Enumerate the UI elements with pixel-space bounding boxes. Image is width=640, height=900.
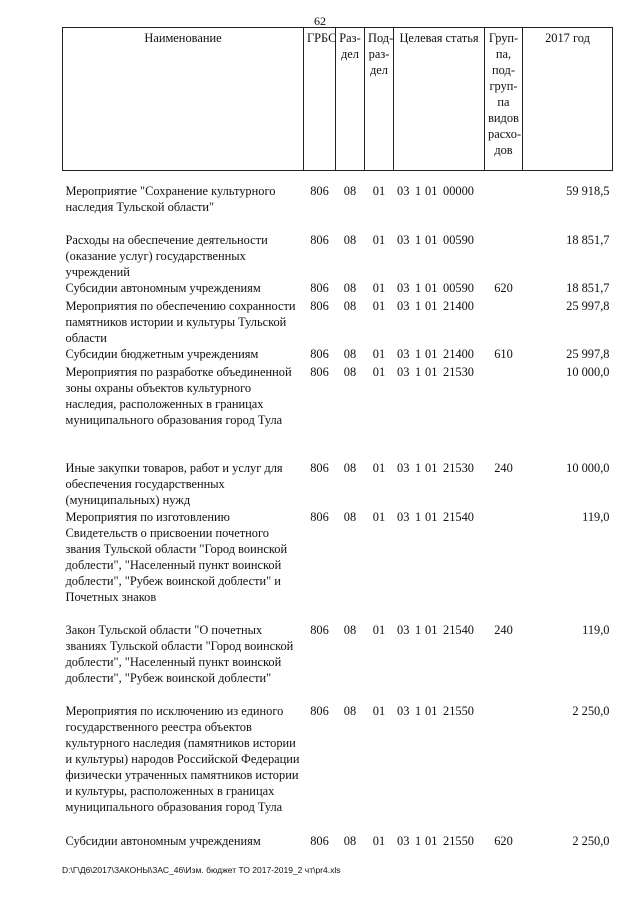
header-year: 2017 год bbox=[523, 28, 613, 171]
row-podrazdel: 01 bbox=[372, 281, 386, 295]
target-code-part: 21530 bbox=[443, 461, 474, 475]
table-row bbox=[63, 346, 613, 364]
table-row bbox=[63, 364, 613, 460]
header-podrazdel: Под- раз- дел bbox=[365, 28, 394, 171]
row-group bbox=[485, 703, 523, 833]
row-amount: 2 250,0 bbox=[572, 704, 610, 718]
row-grbs: 806 bbox=[310, 834, 329, 848]
target-code-part: 01 bbox=[425, 299, 438, 313]
row-razdel: 08 bbox=[343, 510, 357, 524]
row-razdel: 08 bbox=[343, 834, 357, 848]
target-code-part: 1 bbox=[415, 184, 422, 198]
target-code-part: 01 bbox=[425, 510, 438, 524]
target-code-part: 01 bbox=[425, 184, 438, 198]
target-code-part: 21400 bbox=[443, 347, 474, 361]
row-target bbox=[394, 833, 485, 855]
row-target bbox=[394, 346, 485, 364]
target-code-part: 03 bbox=[397, 623, 410, 637]
table-row bbox=[63, 460, 613, 509]
header-name: Наименование bbox=[63, 28, 304, 171]
row-grbs: 806 bbox=[310, 233, 329, 247]
row-grbs: 806 bbox=[310, 623, 329, 637]
target-code-part: 03 bbox=[397, 510, 410, 524]
target-code-part: 1 bbox=[415, 834, 422, 848]
row-amount: 25 997,8 bbox=[566, 347, 610, 361]
target-code-part: 03 bbox=[397, 834, 410, 848]
row-target bbox=[394, 232, 485, 280]
target-code-part: 03 bbox=[397, 299, 410, 313]
row-razdel: 08 bbox=[343, 184, 357, 198]
table-row bbox=[63, 183, 613, 232]
target-code-part: 21550 bbox=[443, 834, 474, 848]
row-target bbox=[394, 280, 485, 298]
target-code-part: 01 bbox=[425, 704, 438, 718]
row-amount: 119,0 bbox=[582, 510, 610, 524]
page-number: 62 bbox=[314, 14, 326, 28]
target-code-part: 1 bbox=[415, 510, 422, 524]
table-row bbox=[63, 232, 613, 280]
row-group bbox=[485, 509, 523, 622]
target-code-part: 1 bbox=[415, 347, 422, 361]
row-group: 620 bbox=[494, 834, 513, 848]
row-target bbox=[394, 622, 485, 703]
budget-table bbox=[62, 27, 613, 855]
target-code-part: 21530 bbox=[443, 365, 474, 379]
row-name: Мероприятия по изготовлению Свидетельств о присвоении почетного звания Тульской области "Город воинской доблести", "Населенный пункт воинской доблести", "Рубеж воинской доблести" и Почетных знаков bbox=[65, 510, 288, 604]
target-code-part: 01 bbox=[425, 347, 438, 361]
row-razdel: 08 bbox=[343, 299, 357, 313]
row-podrazdel: 01 bbox=[372, 233, 386, 247]
row-amount: 10 000,0 bbox=[566, 365, 610, 379]
target-code-part: 01 bbox=[425, 281, 438, 295]
row-podrazdel: 01 bbox=[372, 184, 386, 198]
row-amount: 18 851,7 bbox=[566, 233, 610, 247]
row-target bbox=[394, 460, 485, 509]
table-row bbox=[63, 280, 613, 298]
row-amount: 25 997,8 bbox=[566, 299, 610, 313]
row-razdel: 08 bbox=[343, 233, 357, 247]
target-code-part: 00590 bbox=[443, 233, 474, 247]
target-code-part: 01 bbox=[425, 623, 438, 637]
row-podrazdel: 01 bbox=[372, 365, 386, 379]
target-code-part: 01 bbox=[425, 461, 438, 475]
row-group bbox=[485, 232, 523, 280]
row-name: Мероприятия по исключению из единого государственного реестра объектов культурного наследия (памятников истории и культуры) народов Российской Федерации физически утраченных памятников истории и культуры, расположенных в границах муниципального образования город Тула bbox=[65, 704, 300, 814]
row-grbs: 806 bbox=[310, 184, 329, 198]
row-podrazdel: 01 bbox=[372, 623, 386, 637]
row-group: 620 bbox=[494, 281, 513, 295]
target-code-part: 21540 bbox=[443, 623, 474, 637]
row-group bbox=[485, 298, 523, 346]
target-code-part: 03 bbox=[397, 347, 410, 361]
row-razdel: 08 bbox=[343, 365, 357, 379]
row-group: 610 bbox=[494, 347, 513, 361]
row-name: Иные закупки товаров, работ и услуг для обеспечения государственных (муниципальных) нужд bbox=[65, 461, 283, 507]
row-amount: 2 250,0 bbox=[572, 834, 610, 848]
target-code-part: 03 bbox=[397, 184, 410, 198]
row-target bbox=[394, 364, 485, 460]
target-code-part: 21400 bbox=[443, 299, 474, 313]
target-code-part: 1 bbox=[415, 365, 422, 379]
row-name: Мероприятие "Сохранение культурного наследия Тульской области" bbox=[65, 184, 276, 214]
target-code-part: 21540 bbox=[443, 510, 474, 524]
target-code-part: 03 bbox=[397, 461, 410, 475]
table-row bbox=[63, 509, 613, 622]
target-code-part: 03 bbox=[397, 365, 410, 379]
row-group bbox=[485, 364, 523, 460]
table-row bbox=[63, 833, 613, 855]
header-row bbox=[63, 28, 613, 171]
row-razdel: 08 bbox=[343, 623, 357, 637]
row-razdel: 08 bbox=[343, 461, 357, 475]
table-row bbox=[63, 703, 613, 833]
target-code-part: 01 bbox=[425, 233, 438, 247]
row-group: 240 bbox=[494, 461, 513, 475]
target-code-part: 1 bbox=[415, 281, 422, 295]
row-name: Субсидии автономным учреждениям bbox=[65, 281, 261, 295]
row-grbs: 806 bbox=[310, 704, 329, 718]
target-code-part: 1 bbox=[415, 233, 422, 247]
row-name: Расходы на обеспечение деятельности (оказание услуг) государственных учреждений bbox=[65, 233, 268, 279]
row-target bbox=[394, 183, 485, 232]
target-code-part: 00000 bbox=[443, 184, 474, 198]
row-target bbox=[394, 298, 485, 346]
row-grbs: 806 bbox=[310, 347, 329, 361]
row-name: Субсидии бюджетным учреждениям bbox=[65, 347, 259, 361]
target-code-part: 1 bbox=[415, 623, 422, 637]
target-code-part: 00590 bbox=[443, 281, 474, 295]
row-grbs: 806 bbox=[310, 461, 329, 475]
header-group: Груп- па, под- груп- па видов расхо- дов bbox=[485, 28, 523, 171]
table-body bbox=[63, 183, 613, 855]
row-podrazdel: 01 bbox=[372, 510, 386, 524]
row-group: 240 bbox=[494, 623, 513, 637]
row-amount: 18 851,7 bbox=[566, 281, 610, 295]
row-podrazdel: 01 bbox=[372, 299, 386, 313]
row-razdel: 08 bbox=[343, 281, 357, 295]
target-code-part: 01 bbox=[425, 365, 438, 379]
row-podrazdel: 01 bbox=[372, 834, 386, 848]
target-code-part: 21550 bbox=[443, 704, 474, 718]
table-row bbox=[63, 298, 613, 346]
table-row bbox=[63, 622, 613, 703]
row-razdel: 08 bbox=[343, 347, 357, 361]
header-target: Целевая статья bbox=[394, 28, 485, 171]
target-code-part: 1 bbox=[415, 461, 422, 475]
header-grbs: ГРБС bbox=[304, 28, 336, 171]
row-grbs: 806 bbox=[310, 365, 329, 379]
file-path: D:\Г\Д6\2017\ЗАКОНЫ\ЗАС_46\Изм. бюджет ТО 2017-2019_2 чт\pr4.xls bbox=[62, 865, 341, 875]
row-name: Закон Тульской области "О почетных званиях Тульской области "Город воинской доблести", "Населенный пункт воинской доблести", "Рубеж воинской доблести" bbox=[65, 623, 294, 685]
target-code-part: 01 bbox=[425, 834, 438, 848]
target-code-part: 03 bbox=[397, 281, 410, 295]
target-code-part: 03 bbox=[397, 233, 410, 247]
row-podrazdel: 01 bbox=[372, 461, 386, 475]
row-grbs: 806 bbox=[310, 281, 329, 295]
row-grbs: 806 bbox=[310, 299, 329, 313]
row-podrazdel: 01 bbox=[372, 704, 386, 718]
row-name: Мероприятия по обеспечению сохранности памятников истории и культуры Тульской области bbox=[65, 299, 296, 345]
target-code-part: 1 bbox=[415, 299, 422, 313]
row-target bbox=[394, 703, 485, 833]
row-group bbox=[485, 183, 523, 232]
row-name: Субсидии автономным учреждениям bbox=[65, 834, 261, 848]
row-amount: 59 918,5 bbox=[566, 184, 610, 198]
row-podrazdel: 01 bbox=[372, 347, 386, 361]
row-target bbox=[394, 509, 485, 622]
row-name: Мероприятия по разработке объединенной зоны охраны объектов культурного наследия, расположенных в границах муниципального образования город Тула bbox=[65, 365, 292, 427]
header-razdel: Раз- дел bbox=[336, 28, 365, 171]
target-code-part: 1 bbox=[415, 704, 422, 718]
row-amount: 119,0 bbox=[582, 623, 610, 637]
target-code-part: 03 bbox=[397, 704, 410, 718]
row-amount: 10 000,0 bbox=[566, 461, 610, 475]
row-grbs: 806 bbox=[310, 510, 329, 524]
row-razdel: 08 bbox=[343, 704, 357, 718]
